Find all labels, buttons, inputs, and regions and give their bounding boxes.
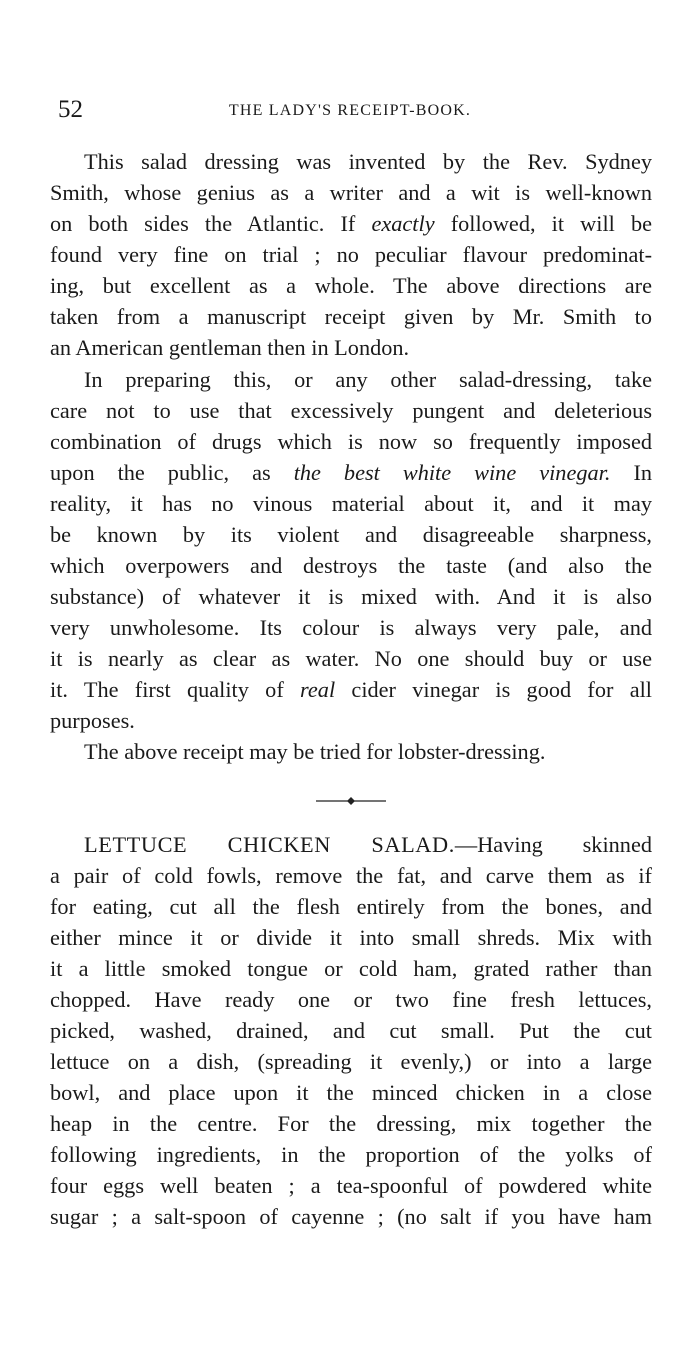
text-span: —Having skinned [454,832,652,857]
paragraph-salad-dressing-note [50,146,652,363]
text-line: In preparing this, or any other salad-dressing, take [84,367,652,392]
text-line [50,457,652,488]
text-line: The above receipt may be tried for lobster-dressing. [84,739,546,764]
text-span: followed, it will be [450,211,652,236]
text-line: for eating, cut all the flesh entirely from the bones, and [50,894,652,919]
text-line: it a little smoked tongue or cold ham, grated rather than [50,956,652,981]
text-line: reality, it has no vinous material about it, and it may [50,491,652,516]
text-line [50,208,652,239]
text-line: picked, washed, drained, and cut small. Put the cut [50,1018,652,1043]
text-span: upon the public, as [50,460,271,485]
text-line: following ingredients, in the proportion of the yolks of [50,1142,652,1167]
recipe-title: LETTUCE CHICKEN SALAD. [84,832,455,857]
italic-emphasis: real [300,677,336,702]
italic-emphasis: exactly [371,211,435,236]
section-divider-ornament [316,796,386,806]
paragraph-lobster-note [50,736,652,767]
text-line: chopped. Have ready one or two fine fresh lettuces, [50,987,652,1012]
paragraph-vinegar-warning [50,364,652,736]
text-line: Smith, whose genius as a writer and a wit is well-known [50,180,652,205]
text-line: care not to use that excessively pungent and deleterious [50,398,652,423]
text-line: found very fine on trial ; no peculiar flavour predominat- [50,242,652,267]
text-line: ing, but excellent as a whole. The above directions are [50,273,652,298]
text-line: which overpowers and destroys the taste (and also the [50,553,652,578]
text-line [50,829,652,860]
running-head: THE LADY'S RECEIPT-BOOK. [228,102,472,119]
text-line: heap in the centre. For the dressing, mix together the [50,1111,652,1136]
text-span: it. The first quality of [50,677,284,702]
text-line: taken from a manuscript receipt given by Mr. Smith to [50,304,652,329]
text-line [50,674,652,705]
italic-emphasis: the best white wine vinegar. [293,460,611,485]
text-span: on both sides the Atlantic. If [50,211,356,236]
text-line: it is nearly as clear as water. No one should buy or use [50,646,652,671]
page-number: 52 [58,96,83,123]
text-line: very unwholesome. Its colour is always very pale, and [50,615,652,640]
text-line: an American gentleman then in London. [50,335,410,360]
text-span: In [633,460,652,485]
text-line: either mince it or divide it into small shreds. Mix with [50,925,652,950]
page-header [50,96,650,126]
text-line: combination of drugs which is now so frequently imposed [50,429,652,454]
text-line: be known by its violent and disagreeable sharpness, [50,522,652,547]
text-line: substance) of whatever it is mixed with. And it is also [50,584,652,609]
text-line: a pair of cold fowls, remove the fat, and carve them as if [50,863,652,888]
text-span: cider vinegar is good for all [351,677,652,702]
text-line: four eggs well beaten ; a tea-spoonful of powdered white [50,1173,652,1198]
recipe-lettuce-chicken-salad [50,829,652,1232]
text-line: sugar ; a salt-spoon of cayenne ; (no salt if you have ham [50,1204,652,1229]
text-line: bowl, and place upon it the minced chicken in a close [50,1080,652,1105]
text-line: purposes. [50,708,135,733]
text-line: lettuce on a dish, (spreading it evenly,) or into a large [50,1049,652,1074]
text-line: This salad dressing was invented by the Rev. Sydney [84,149,652,174]
